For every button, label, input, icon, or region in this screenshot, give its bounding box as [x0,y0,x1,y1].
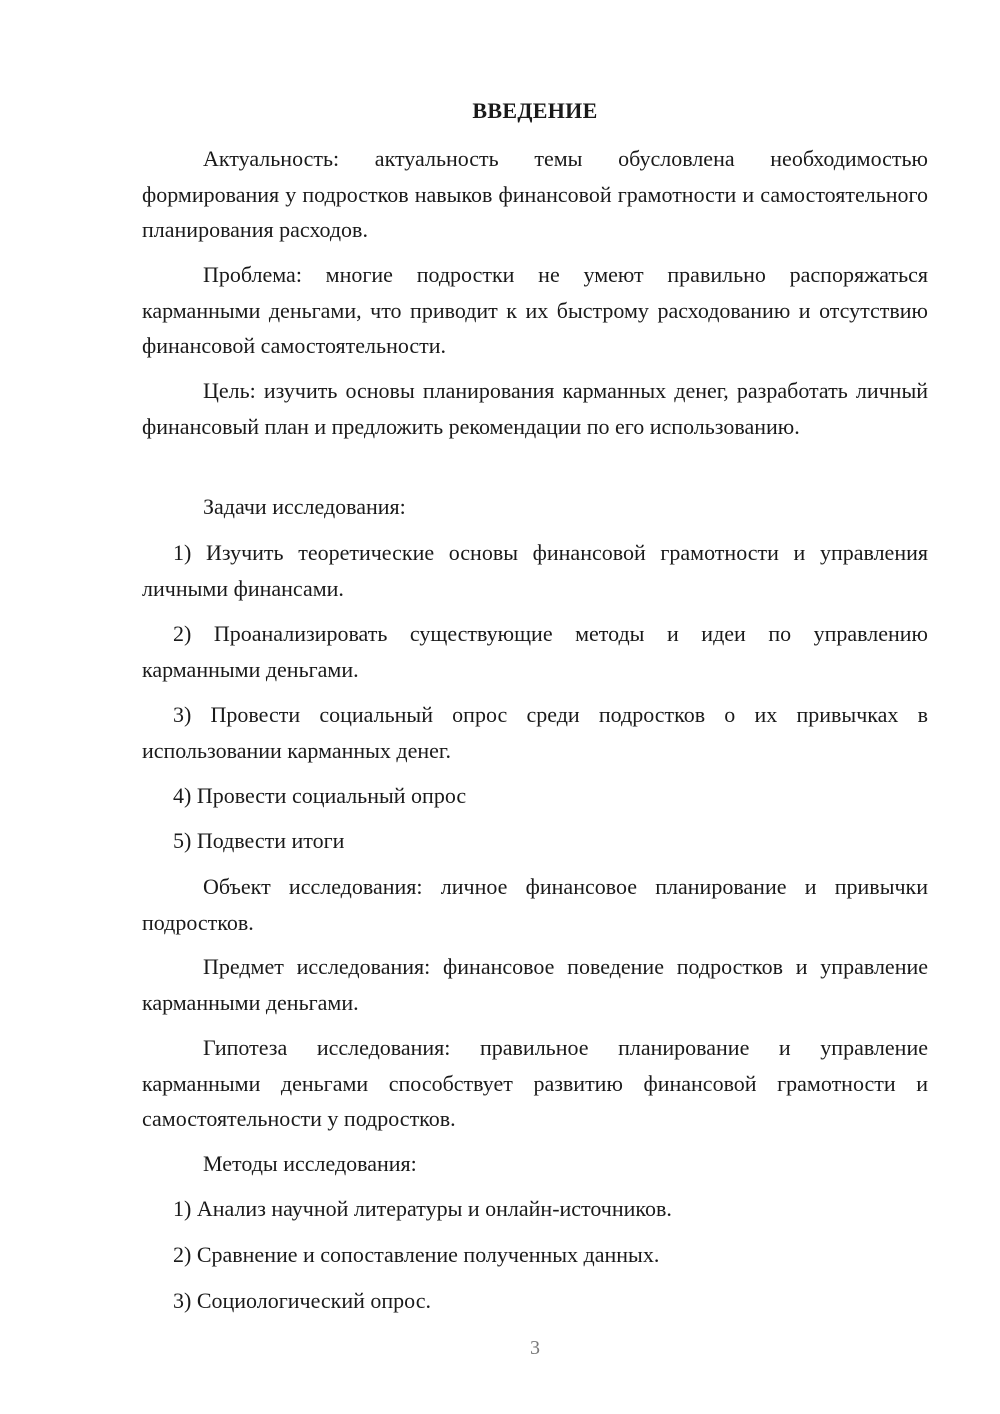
page-title: ВВЕДЕНИЕ [472,98,598,123]
paragraph-methods-heading: Методы исследования: [203,1151,417,1176]
paragraph-hypothesis: Гипотеза исследования: правильное планирование и управление карманными деньгами способствует развитию финансовой грамотности и самостоятельности у подростков. [142,1035,928,1131]
task-item-1: 1) Изучить теоретические основы финансовой грамотности и управления личными финансами. [142,540,928,601]
paragraph-tasks-heading: Задачи исследования: [203,494,406,519]
task-item-2: 2) Проанализировать существующие методы и идеи по управлению карманными деньгами. [142,621,928,682]
method-item-2: 2) Сравнение и сопоставление полученных данных. [173,1242,660,1267]
page-number: 3 [530,1337,540,1359]
paragraph-problem: Проблема: многие подростки не умеют правильно распоряжаться карманными деньгами, что приводит к их быстрому расходованию и отсутствию финансовой самостоятельности. [142,262,928,358]
document-page [142,0,928,1414]
method-item-3: 3) Социологический опрос. [173,1288,431,1313]
task-item-3: 3) Провести социальный опрос среди подростков о их привычках в использовании карманных денег. [142,702,928,763]
task-item-4: 4) Провести социальный опрос [173,783,467,808]
paragraph-goal: Цель: изучить основы планирования карманных денег, разработать личный финансовый план и предложить рекомендации по его использованию. [142,378,928,439]
paragraph-object: Объект исследования: личное финансовое планирование и привычки подростков. [142,874,928,935]
paragraph-relevance: Актуальность: актуальность темы обусловлена необходимостью формирования у подростков навыков финансовой грамотности и самостоятельного планирования расходов. [142,146,928,242]
method-item-1: 1) Анализ научной литературы и онлайн-источников. [173,1196,672,1221]
paragraph-subject: Предмет исследования: финансовое поведение подростков и управление карманными деньгами. [142,954,928,1015]
task-item-5: 5) Подвести итоги [173,828,345,853]
